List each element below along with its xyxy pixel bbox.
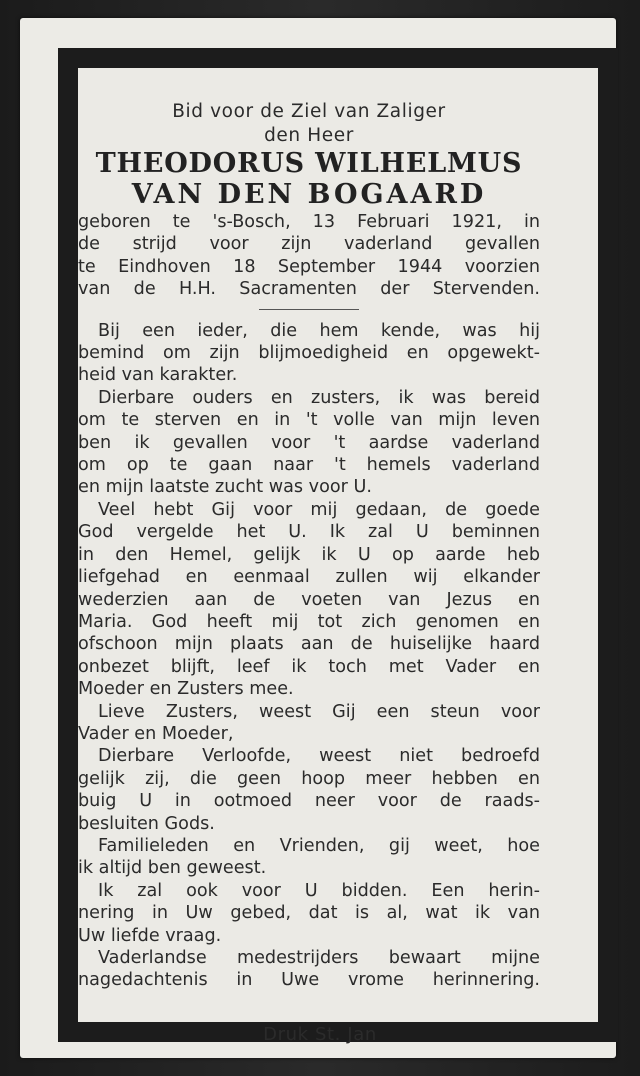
birth-death-line: geboren te 's-Bosch, 13 Februari 1921, in bbox=[78, 212, 540, 232]
text-line: Bij een ieder, die hem kende, was hij bbox=[98, 320, 540, 341]
text-line: ik altijd ben geweest. bbox=[78, 858, 267, 879]
birth-death-line: de strijd voor zijn vaderland gevallen bbox=[78, 234, 540, 255]
prayer-line: Bid voor de Ziel van Zaliger bbox=[172, 101, 446, 122]
deceased-surname: VAN DEN BOGAARD bbox=[131, 179, 487, 210]
birth-death-line: te Eindhoven 18 September 1944 voorzien bbox=[78, 256, 540, 277]
deceased-given-names: THEODORUS WILHELMUS bbox=[95, 148, 523, 179]
text-line: Veel hebt Gij voor mij gedaan, de goede bbox=[98, 499, 540, 520]
text-line: liefgehad en eenmaal zullen wij elkander bbox=[78, 567, 540, 588]
text-line: besluiten Gods. bbox=[78, 813, 215, 834]
memorial-text bbox=[78, 320, 540, 992]
text-line: Dierbare ouders en zusters, ik was bereid bbox=[98, 387, 540, 408]
text-line: Dierbare Verloofde, weest niet bedroefd bbox=[98, 746, 540, 767]
text-line: Familieleden en Vrienden, gij weet, hoe bbox=[98, 835, 540, 856]
text-line: Ik zal ook voor U bidden. Een herin- bbox=[98, 880, 540, 901]
text-line: ofschoon mijn plaats aan de huiselijke haard bbox=[78, 634, 540, 655]
text-line: ben ik gevallen voor 't aardse vaderland bbox=[78, 432, 540, 453]
text-line: Lieve Zusters, weest Gij een steun voor bbox=[98, 701, 540, 722]
text-line: in den Hemel, gelijk ik U op aarde heb bbox=[78, 544, 540, 565]
text-line: om op te gaan naar 't hemels vaderland bbox=[78, 455, 540, 476]
birth-death-line: van de H.H. Sacramenten der Stervenden. bbox=[78, 279, 540, 300]
memorial-card bbox=[20, 18, 616, 1058]
text-line: Vaderlandse medestrijders bewaart mijne bbox=[98, 948, 540, 968]
text-line: Uw liefde vraag. bbox=[78, 925, 222, 946]
text-line: nering in Uw gebed, dat is al, wat ik van bbox=[78, 903, 540, 924]
title-line: den Heer bbox=[264, 125, 354, 146]
text-line: gelijk zij, die geen hoop meer hebben en bbox=[78, 768, 540, 789]
text-line: nagedachtenis in Uwe vrome herinnering. bbox=[78, 970, 540, 991]
text-line: buig U in ootmoed neer voor de raads- bbox=[78, 791, 540, 812]
text-line: onbezet blijft, leef ik toch met Vader en bbox=[78, 656, 540, 677]
divider-rule bbox=[259, 309, 359, 310]
text-line: Vader en Moeder, bbox=[78, 723, 234, 744]
text-line: om te sterven en in 't volle van mijn leven bbox=[78, 410, 540, 431]
printer-imprint: Druk St. Jan bbox=[263, 1024, 377, 1045]
birth-death-block bbox=[78, 211, 540, 301]
text-line: heid van karakter. bbox=[78, 365, 238, 386]
text-line: Maria. God heeft mij tot zich genomen en bbox=[78, 611, 540, 632]
card-text bbox=[78, 100, 540, 992]
text-line: wederzien aan de voeten van Jezus en bbox=[78, 589, 540, 610]
text-line: en mijn laatste zucht was voor U. bbox=[78, 477, 372, 498]
text-line: God vergelde het U. Ik zal U beminnen bbox=[78, 522, 540, 543]
text-line: Moeder en Zusters mee. bbox=[78, 679, 294, 700]
text-line: bemind om zijn blijmoedigheid en opgewekt- bbox=[78, 343, 540, 364]
